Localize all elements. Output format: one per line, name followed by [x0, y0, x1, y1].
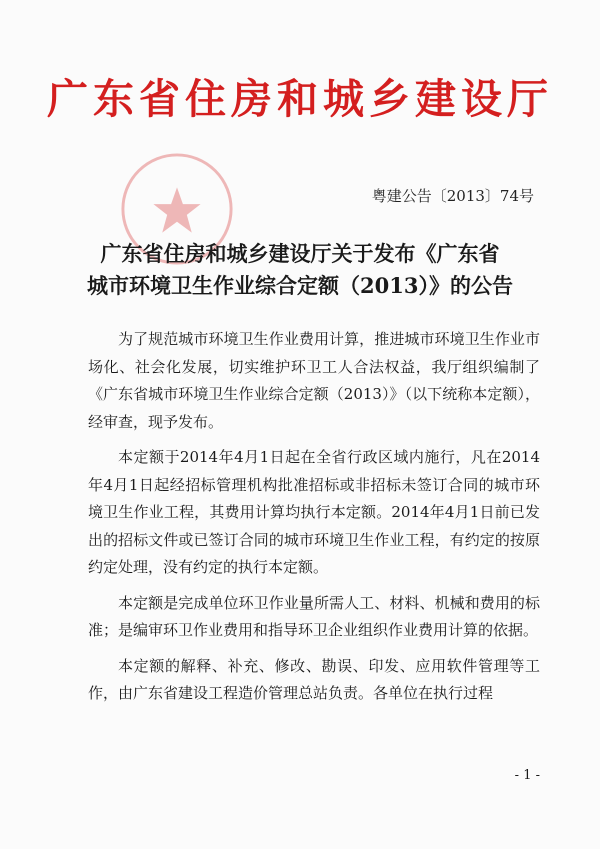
body-paragraph: 本定额是完成单位环卫作业量所需人工、材料、机械和费用的标准；是编审环卫作业费用和指导环卫企业组织作业费用计算的依据。	[88, 593, 540, 639]
title-line-1: 广东省住房和城乡建设厅关于发布《广东省	[100, 241, 500, 266]
body-paragraph: 本定额的解释、补充、修改、勘误、印发、应用软件管理等工作，由广东省建设工程造价管理总站负责。各单位在执行过程	[88, 656, 540, 702]
notice-body	[88, 326, 540, 716]
page-number: - 1 -	[514, 768, 540, 783]
body-paragraph: 本定额于2014年4月1日起在全省行政区域内施行，凡在2014年4月1日起经招标管理机构批准招标或非招标未签订合同的城市环境卫生作业工程，其费用计算均执行本定额。2014年4月1日前已发出的招标文件或已签订合同的城市环境卫生作业工程，有约定的按原约定处理，没有约定的执行本定额。	[88, 448, 540, 576]
masthead-title: 广东省住房和城乡建设厅	[47, 75, 553, 123]
body-paragraph: 为了规范城市环境卫生作业费用计算，推进城市环境卫生作业市场化、社会化发展，切实维护环卫工人合法权益，我厅组织编制了《广东省城市环境卫生作业综合定额（2013）》（以下统称本定额），经审查，现予发布。	[88, 330, 540, 431]
document-number: 粤建公告〔2013〕74号	[371, 187, 534, 205]
notice-title	[60, 238, 540, 302]
title-line-2: 城市环境卫生作业综合定额（2013）》的公告	[87, 273, 513, 298]
